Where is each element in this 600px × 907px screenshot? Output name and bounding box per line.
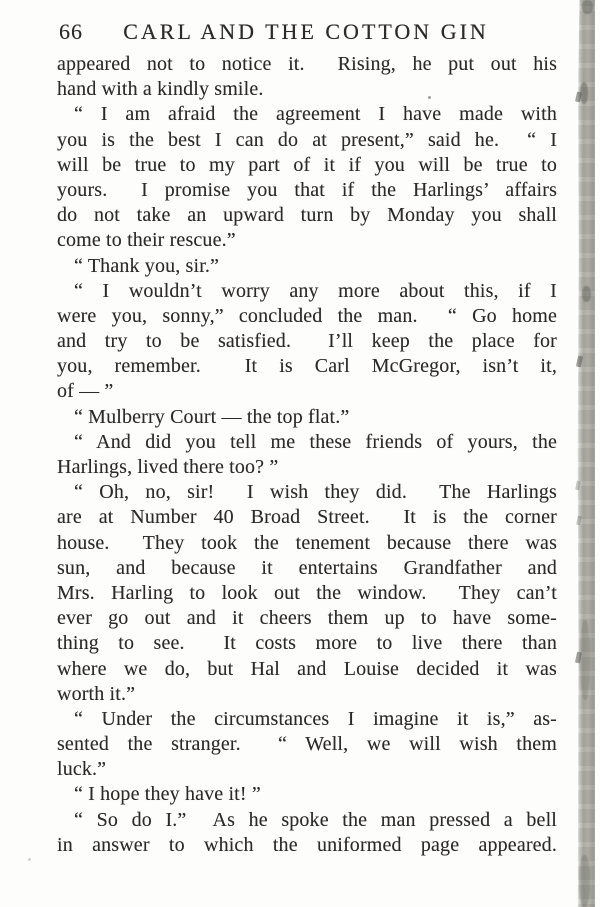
paragraph bbox=[57, 707, 557, 783]
text-line: house. They took the tenement because there was bbox=[57, 531, 557, 554]
text-line: “ So do I.” As he spoke the man pressed a bell bbox=[74, 808, 557, 831]
text-line: sun, and because it entertains Grandfather and bbox=[57, 556, 557, 579]
page-number: 66 bbox=[59, 19, 83, 44]
scan-edge-blotch bbox=[582, 0, 593, 14]
text-line: “ I wouldn’t worry any more about this, if I bbox=[74, 279, 557, 302]
text-line: “ And did you tell me these friends of yours, the bbox=[74, 430, 557, 453]
text-line: do not take an upward turn by Monday you shall bbox=[57, 204, 557, 227]
text-line: hand with a kindly smile. bbox=[57, 78, 264, 101]
text-line: “ Mulberry Court — the top flat.” bbox=[74, 405, 350, 428]
paragraph bbox=[57, 102, 557, 253]
text-line: luck.” bbox=[57, 758, 107, 781]
text-line: ever go out and it cheers them up to have some- bbox=[57, 607, 557, 630]
text-line: yours. I promise you that if the Harlings’ affairs bbox=[57, 178, 557, 201]
print-speck bbox=[28, 858, 31, 861]
text-line: sented the stranger. “ Well, we will wish them bbox=[57, 733, 557, 756]
text-line: “ I am afraid the agreement I have made with bbox=[74, 103, 557, 126]
print-speck bbox=[428, 96, 431, 99]
text-line: Mrs. Harling to look out the window. They can’t bbox=[57, 581, 557, 604]
text-line: you, remember. It is Carl McGregor, isn’t it, bbox=[57, 355, 557, 378]
text-line: in answer to which the uniformed page appeared. bbox=[57, 833, 557, 856]
text-line: come to their rescue.” bbox=[57, 229, 236, 252]
running-header bbox=[0, 16, 600, 46]
paragraph bbox=[57, 430, 557, 480]
running-title: CARL AND THE COTTON GIN bbox=[123, 19, 489, 44]
paragraph bbox=[57, 405, 557, 430]
text-line: “ Thank you, sir.” bbox=[74, 254, 220, 277]
text-line: Harlings, lived there too? ” bbox=[57, 456, 279, 478]
text-line: “ I hope they have it! ” bbox=[74, 783, 261, 806]
text-line: were you, sonny,” concluded the man. “ Go home bbox=[57, 304, 557, 327]
text-line: “ Under the circumstances I imagine it is,” as- bbox=[74, 707, 557, 730]
text-line: “ Oh, no, sir! I wish they did. The Harlings bbox=[74, 481, 557, 504]
text-line: appeared not to notice it. Rising, he put out his bbox=[57, 53, 557, 75]
paragraph bbox=[57, 254, 557, 279]
text-line: thing to see. It costs more to live there than bbox=[57, 632, 557, 655]
text-line: worth it.” bbox=[57, 682, 136, 705]
paragraph bbox=[57, 52, 557, 102]
text-line: you is the best I can do at present,” said he. “ I bbox=[57, 128, 557, 151]
text-line: are at Number 40 Broad Street. It is the corner bbox=[57, 506, 557, 529]
scan-edge-blotch bbox=[580, 620, 590, 700]
text-line: where we do, but Hal and Louise decided it was bbox=[57, 657, 557, 680]
scan-edge-blotch bbox=[582, 286, 591, 302]
scan-edge-blotch bbox=[579, 855, 590, 907]
page-text-block bbox=[57, 52, 557, 858]
paragraph bbox=[57, 808, 557, 858]
paragraph bbox=[57, 480, 557, 707]
scan-edge-shadow bbox=[577, 0, 595, 907]
text-line: will be true to my part of it if you will be true to bbox=[57, 153, 557, 176]
text-line: of — ” bbox=[57, 380, 114, 403]
text-line: and try to be satisfied. I’ll keep the place for bbox=[57, 330, 557, 353]
paragraph bbox=[57, 782, 557, 807]
paragraph bbox=[57, 279, 557, 405]
